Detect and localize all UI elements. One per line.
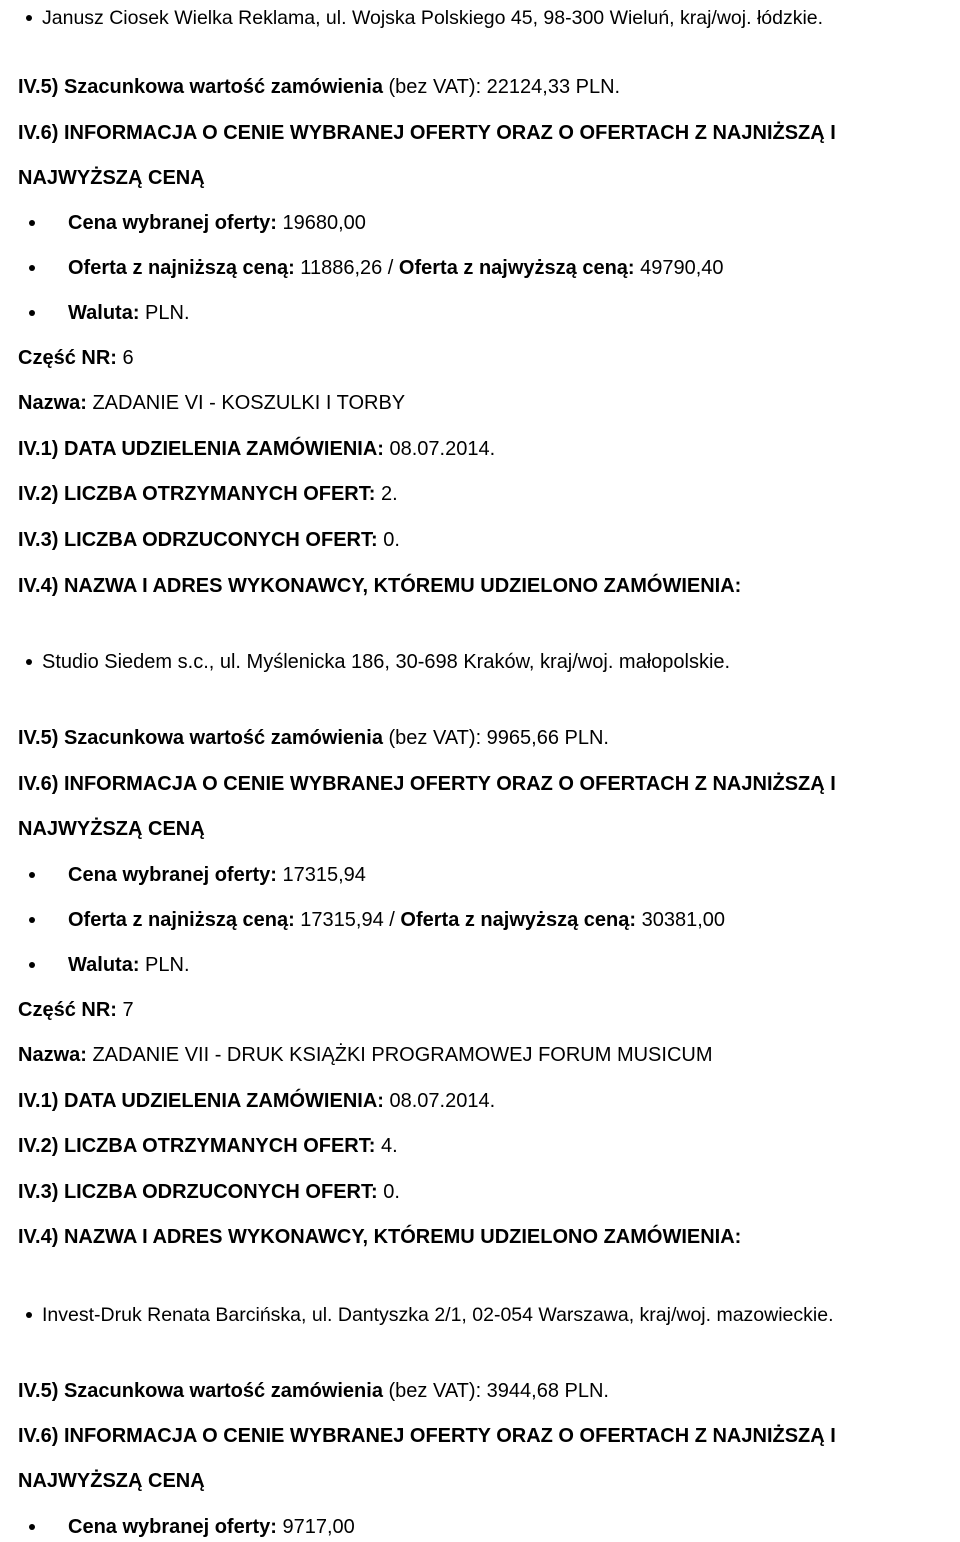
price-info-heading-cont: NAJWYŻSZĄ CENĄ [18, 1470, 205, 1492]
estimated-value: IV.5) Szacunkowa wartość zamówienia (bez VAT): 3944,68 PLN. [18, 1380, 609, 1402]
offers-rejected: IV.3) LICZBA ODRZUCONYCH OFERT: 0. [18, 1181, 400, 1203]
lowest-highest-offer: Oferta z najniższą ceną: 11886,26 / Oferta z najwyższą ceną: 49790,40 [68, 256, 956, 280]
selected-offer-price: Cena wybranej oferty: 17315,94 [68, 863, 956, 887]
part-number: Część NR: 6 [18, 347, 134, 369]
contractor-item: Invest-Druk Renata Barcińska, ul. Dantyszka 2/1, 02-054 Warszawa, kraj/woj. mazowieckie. [42, 1303, 956, 1327]
award-date: IV.1) DATA UDZIELENIA ZAMÓWIENIA: 08.07.2014. [18, 1090, 496, 1112]
part-name: Nazwa: ZADANIE VII - DRUK KSIĄŻKI PROGRAMOWEJ FORUM MUSICUM [18, 1044, 713, 1066]
part-number: Część NR: 7 [18, 999, 134, 1021]
estimated-value: IV.5) Szacunkowa wartość zamówienia (bez VAT): 9965,66 PLN. [18, 727, 609, 749]
contractor-item: Studio Siedem s.c., ul. Myślenicka 186, 30-698 Kraków, kraj/woj. małopolskie. [42, 650, 956, 674]
selected-offer-price: Cena wybranej oferty: 19680,00 [68, 211, 956, 235]
currency: Waluta: PLN. [68, 301, 956, 325]
contractor-item: Janusz Ciosek Wielka Reklama, ul. Wojska Polskiego 45, 98-300 Wieluń, kraj/woj. łódzkie. [42, 6, 956, 30]
price-info-heading: IV.6) INFORMACJA O CENIE WYBRANEJ OFERTY ORAZ O OFERTACH Z NAJNIŻSZĄ I [18, 1425, 836, 1447]
price-info-heading: IV.6) INFORMACJA O CENIE WYBRANEJ OFERTY ORAZ O OFERTACH Z NAJNIŻSZĄ I [18, 773, 836, 795]
contractor-heading: IV.4) NAZWA I ADRES WYKONAWCY, KTÓREMU UDZIELONO ZAMÓWIENIA: [18, 575, 742, 597]
contractor-heading: IV.4) NAZWA I ADRES WYKONAWCY, KTÓREMU UDZIELONO ZAMÓWIENIA: [18, 1226, 742, 1248]
price-info-heading: IV.6) INFORMACJA O CENIE WYBRANEJ OFERTY ORAZ O OFERTACH Z NAJNIŻSZĄ I [18, 122, 836, 144]
currency: Waluta: PLN. [68, 953, 956, 977]
price-info-heading-cont: NAJWYŻSZĄ CENĄ [18, 818, 205, 840]
offers-received: IV.2) LICZBA OTRZYMANYCH OFERT: 2. [18, 483, 398, 505]
selected-offer-price: Cena wybranej oferty: 9717,00 [68, 1515, 956, 1539]
estimated-value: IV.5) Szacunkowa wartość zamówienia (bez VAT): 22124,33 PLN. [18, 76, 621, 98]
part-name: Nazwa: ZADANIE VI - KOSZULKI I TORBY [18, 392, 406, 414]
price-info-heading-cont: NAJWYŻSZĄ CENĄ [18, 167, 205, 189]
offers-rejected: IV.3) LICZBA ODRZUCONYCH OFERT: 0. [18, 529, 400, 551]
award-date: IV.1) DATA UDZIELENIA ZAMÓWIENIA: 08.07.2014. [18, 438, 496, 460]
offers-received: IV.2) LICZBA OTRZYMANYCH OFERT: 4. [18, 1135, 398, 1157]
lowest-highest-offer: Oferta z najniższą ceną: 17315,94 / Oferta z najwyższą ceną: 30381,00 [68, 908, 956, 932]
